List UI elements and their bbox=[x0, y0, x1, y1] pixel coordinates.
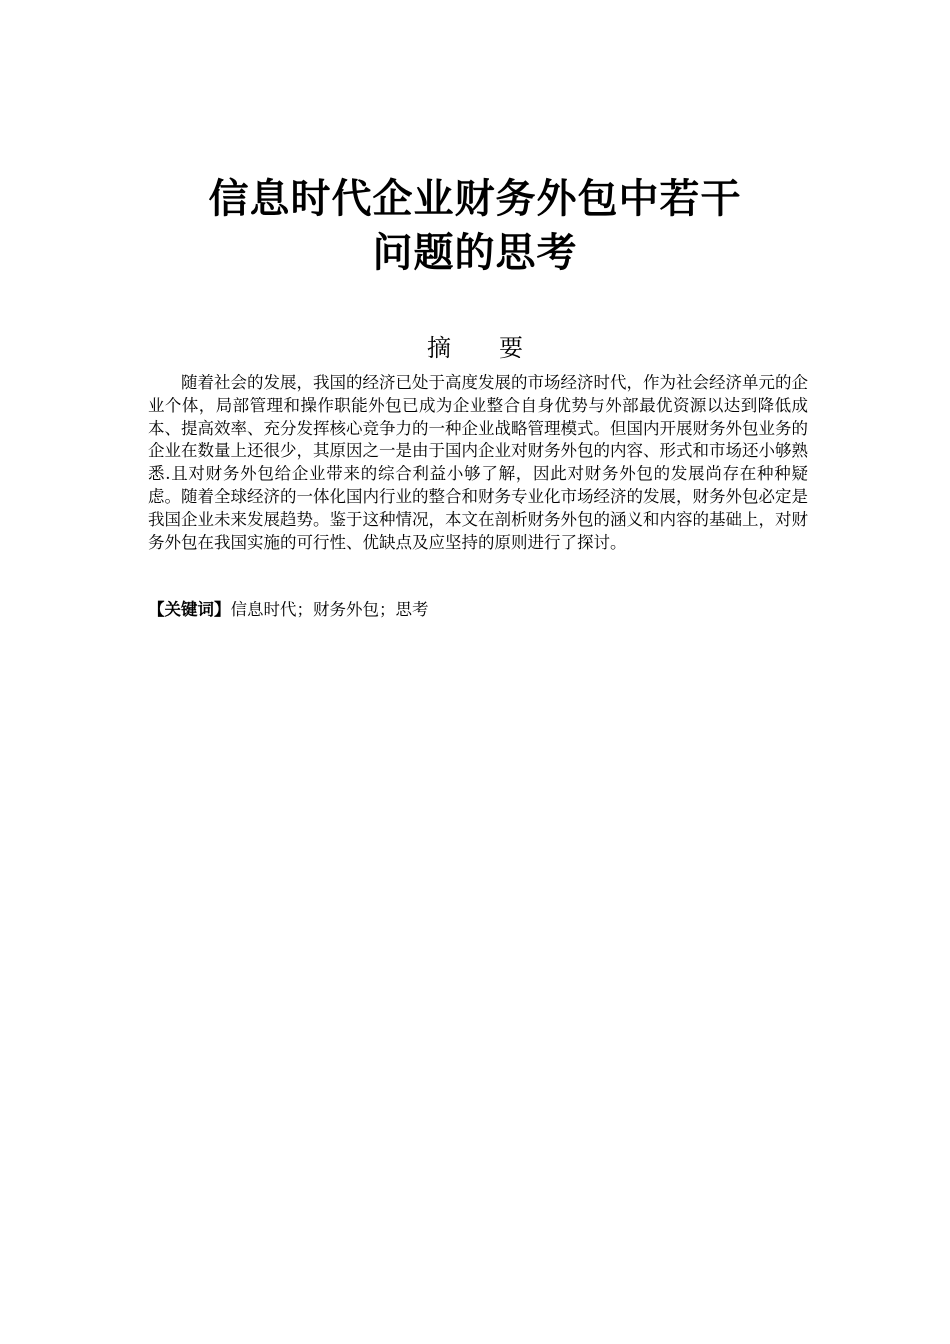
abstract-heading bbox=[0, 333, 950, 363]
keywords-label: 【关键词】 bbox=[148, 600, 231, 619]
abstract-paragraph: 随着社会的发展，我国的经济已处于高度发展的市场经济时代，作为社会经济单元的企业个体，局部管理和操作职能外包已成为企业整合自身优势与外部最优资源以达到降低成本、提高效率、充分发挥核心竞争力的一种企业战略管理模式。但国内开展财务外包业务的企业在数量上还很少，其原因之一是由于国内企业对财务外包的内容、形式和市场还小够熟悉.且对财务外包给企业带来的综合利益小够了解，因此对财务外包的发展尚存在种种疑虑。随着全球经济的一体化国内行业的整合和财务专业化市场经济的发展，财务外包必定是我国企业未来发展趋势。鉴于这种情况，本文在剖析财务外包的涵义和内容的基础上，对财务外包在我国实施的可行性、优缺点及应坚持的原则进行了探讨。 bbox=[148, 373, 808, 552]
keywords-text: 信息时代；财务外包；思考 bbox=[230, 600, 429, 619]
title-line-1: 信息时代企业财务外包中若干 bbox=[208, 176, 742, 222]
abstract-heading-char-1: 摘 bbox=[427, 334, 451, 362]
keywords-line bbox=[148, 599, 808, 622]
document-title bbox=[0, 172, 950, 280]
abstract-body bbox=[148, 372, 808, 554]
abstract-heading-char-2: 要 bbox=[499, 334, 523, 362]
title-line-2: 问题的思考 bbox=[372, 230, 578, 276]
